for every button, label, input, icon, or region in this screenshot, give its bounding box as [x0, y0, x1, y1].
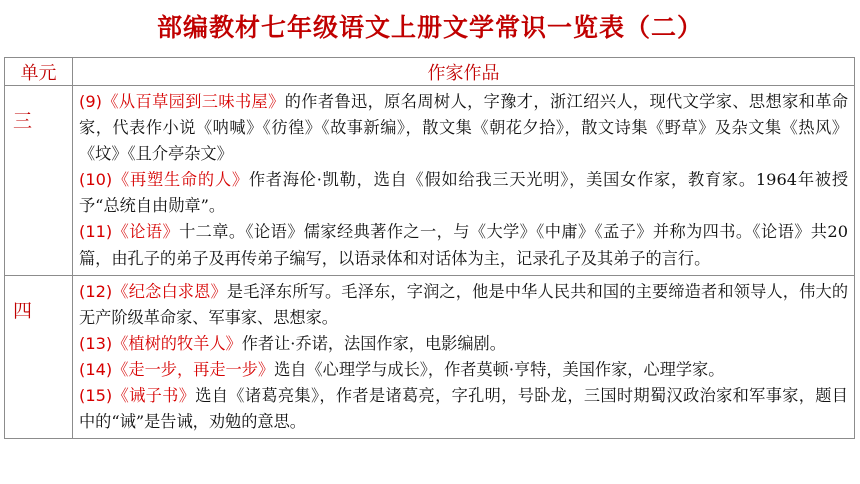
entry-number: (9) [79, 92, 102, 111]
list-item [79, 357, 848, 383]
table-row [5, 86, 855, 276]
entry-number: (12) [79, 281, 113, 301]
work-title: 《再塑生命的人》 [112, 170, 249, 190]
table-row [5, 275, 855, 439]
list-item [79, 383, 848, 435]
list-item [79, 279, 848, 331]
work-title: 《植树的牧羊人》 [112, 333, 242, 353]
work-title: 《从百草园到三味书屋》 [101, 92, 285, 111]
work-title: 《诫子书》 [112, 386, 196, 406]
entry-description: 是毛泽东所写。毛泽东，字润之，他是中华人民共和国的主要缔造者和领导人，伟大的无产阶级革命家、军事家、思想家。 [79, 281, 849, 327]
literature-table [4, 57, 855, 439]
work-title: 《论语》 [112, 222, 180, 242]
entry-number: (10) [79, 170, 113, 190]
entry-description: 作者海伦·凯勒，选自《假如给我三天光明》，美国女作家，教育家。1964年被授予“总统自由勋章”。 [79, 170, 849, 216]
entry-description: 作者让·乔诺，法国作家，电影编剧。 [241, 333, 506, 353]
unit-cell: 三 [5, 86, 73, 276]
entry-number: (15) [79, 386, 113, 406]
header-unit: 单元 [5, 58, 73, 86]
works-cell [73, 275, 855, 439]
header-works: 作家作品 [73, 58, 855, 86]
works-cell [73, 86, 855, 276]
page-title: 部编教材七年级语文上册文学常识一览表（二） [156, 13, 703, 42]
work-title: 《走一步，再走一步》 [112, 359, 275, 379]
entry-description: 十二章。《论语》儒家经典著作之一，与《大学》《中庸》《孟子》并称为四书。《论语》共20篇，由孔子的弟子及再传弟子编写，以语录体和对话体为主，记录孔子及其弟子的言行。 [79, 222, 849, 268]
list-item [79, 167, 848, 219]
table-header-row [5, 58, 855, 86]
entry-description: 选自《诸葛亮集》，作者是诸葛亮，字孔明，号卧龙，三国时期蜀汉政治家和军事家，题目中的“诫”是告诫，劝勉的意思。 [79, 386, 848, 432]
list-item [79, 219, 848, 271]
entry-number: (11) [79, 222, 113, 242]
list-item [79, 89, 848, 167]
entry-number: (13) [79, 333, 113, 353]
unit-cell: 四 [5, 275, 73, 439]
list-item [79, 331, 848, 357]
entry-description: 的作者鲁迅，原名周树人，字豫才，浙江绍兴人，现代文学家、思想家和革命家，代表作小说《呐喊》《彷徨》《故事新编》，散文集《朝花夕拾》，散文诗集《野草》及杂文集《热风》《坟》《且介亭杂文》 [79, 92, 849, 164]
entry-description: 选自《心理学与成长》，作者莫顿·亨特，美国作家，心理学家。 [274, 359, 725, 379]
entry-number: (14) [79, 359, 113, 379]
work-title: 《纪念白求恩》 [112, 281, 227, 301]
